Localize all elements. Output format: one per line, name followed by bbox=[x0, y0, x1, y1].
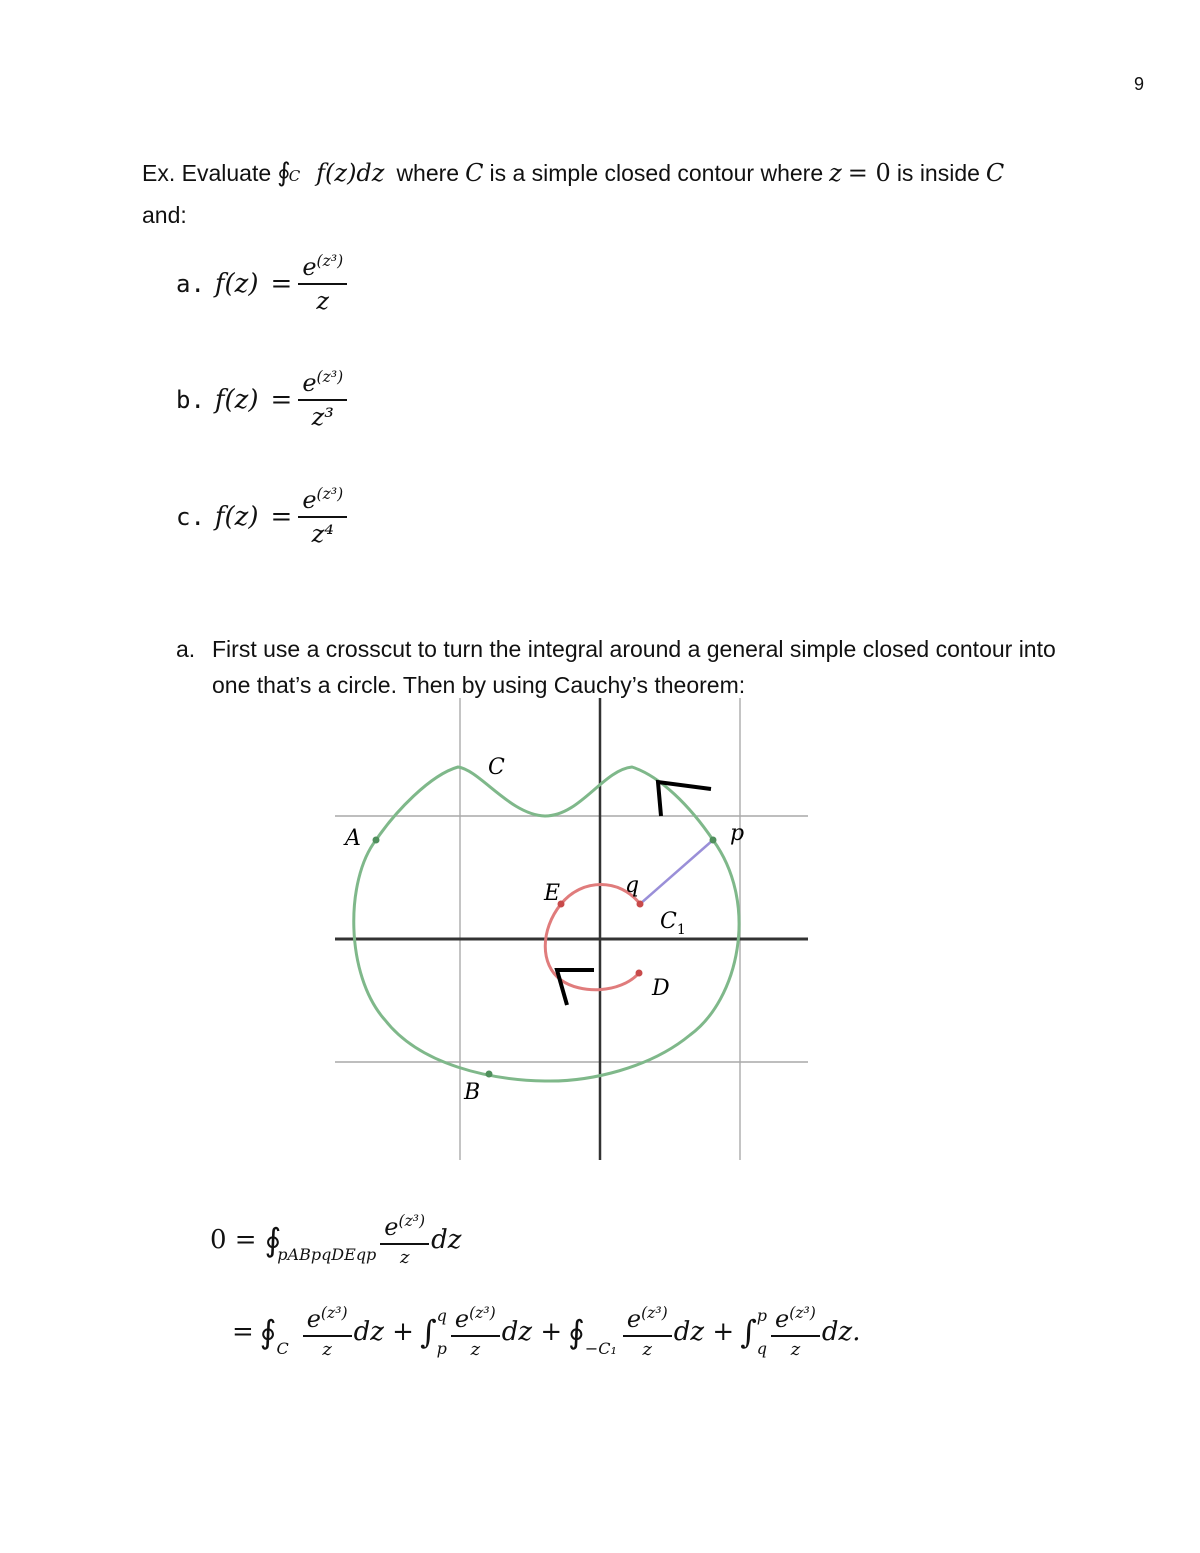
eq2-term2-integral: ∫ bbox=[419, 1313, 437, 1351]
part-b-equals: = bbox=[270, 384, 293, 415]
part-a-denominator: z bbox=[316, 287, 330, 315]
label-c1: $C_1$ bbox=[660, 909, 686, 938]
axes bbox=[335, 698, 808, 1160]
point-p-marker bbox=[710, 837, 717, 844]
contour-integral-symbol: ∮ bbox=[277, 158, 291, 188]
eq1-dz: dz bbox=[431, 1225, 462, 1255]
eq2-term4-fraction: $\frac{e^{(z^3)}}{z}$ bbox=[771, 1304, 820, 1360]
eq2-term3-integral: ∮ bbox=[568, 1313, 585, 1351]
part-c-label: c. bbox=[176, 502, 205, 531]
eq2-term2-limits: q p bbox=[436, 1306, 447, 1358]
part-b-label: b. bbox=[176, 385, 205, 414]
contour-var: C bbox=[465, 159, 484, 187]
equation-1 bbox=[210, 1212, 461, 1268]
eq2-term2-tail: dz + bbox=[501, 1317, 563, 1347]
point-a-marker bbox=[373, 837, 380, 844]
label-b: B bbox=[464, 1080, 481, 1105]
part-b-numerator: $e^{(z^3)}$ bbox=[298, 368, 347, 401]
contour-description: is a simple closed contour where bbox=[489, 160, 824, 186]
eq2-term3-fraction: $\frac{e^{(z^3)}}{z}$ bbox=[623, 1304, 672, 1360]
solution-label: a. bbox=[176, 636, 196, 662]
problem-prefix: Ex. Evaluate bbox=[142, 160, 272, 186]
eq2-term1-fraction: $\frac{e^{(z^3)}}{z}$ bbox=[303, 1304, 352, 1360]
label-c: C bbox=[488, 755, 505, 780]
label-p: p bbox=[730, 821, 745, 846]
part-a-label: a. bbox=[176, 269, 205, 298]
label-e: E bbox=[544, 881, 561, 906]
eq2-term1-integral: ∮ bbox=[259, 1313, 277, 1351]
part-c-lhs: f(z) bbox=[214, 501, 259, 532]
part-a-numerator: $e^{(z^3)}$ bbox=[298, 252, 347, 285]
solution-line-1: First use a crosscut to turn the integral around a general simple closed contour into bbox=[212, 636, 1056, 662]
eq1-numerator: $e^{(z^3)}$ bbox=[380, 1212, 429, 1245]
eq2-equals: = bbox=[232, 1317, 254, 1347]
eq2-term2-fraction: $\frac{e^{(z^3)}}{z}$ bbox=[451, 1304, 500, 1360]
eq2-term4-limits: p q bbox=[756, 1306, 768, 1358]
z-var: z bbox=[829, 159, 842, 187]
point-b-marker bbox=[486, 1071, 493, 1078]
grid-lines bbox=[335, 698, 808, 1160]
eq1-fraction bbox=[380, 1212, 429, 1268]
label-d: D bbox=[652, 976, 670, 1001]
crosscut-line bbox=[640, 840, 713, 904]
part-b-lhs: f(z) bbox=[214, 384, 259, 415]
part-c-denominator: z⁴ bbox=[311, 520, 334, 548]
eq1-denominator: z bbox=[399, 1247, 410, 1268]
part-b-denominator: z³ bbox=[311, 403, 334, 431]
part-a-equals: = bbox=[270, 268, 293, 299]
equation-2 bbox=[232, 1304, 861, 1360]
eq1-integral-symbol: ∮ bbox=[264, 1221, 282, 1259]
eq2-term1-tail: dz + bbox=[353, 1317, 414, 1347]
integral-subscript: C bbox=[288, 167, 301, 185]
and-text: and: bbox=[142, 202, 187, 228]
eq2-term3-tail: dz + bbox=[673, 1317, 735, 1347]
eq2-term4-integral: ∫ bbox=[740, 1313, 757, 1351]
part-c-numerator: $e^{(z^3)}$ bbox=[298, 485, 347, 518]
part-a-lhs: f(z) bbox=[214, 268, 259, 299]
eq2-term4-tail: dz. bbox=[821, 1317, 861, 1347]
integrand: f(z)dz bbox=[316, 159, 385, 187]
label-a: A bbox=[345, 826, 361, 851]
eq2-term1-sub: C bbox=[276, 1339, 289, 1358]
eq1-subscript: pABpqDEqp bbox=[277, 1245, 377, 1264]
where-text: where bbox=[396, 160, 460, 186]
point-q-marker bbox=[637, 901, 644, 908]
eq1-lhs: 0 = bbox=[210, 1225, 257, 1255]
part-c-equals: = bbox=[270, 501, 293, 532]
page-number: 9 bbox=[1134, 74, 1145, 94]
label-q: q bbox=[625, 873, 640, 898]
contour-var-2: C bbox=[985, 159, 1005, 187]
equals-zero: = 0 bbox=[847, 159, 891, 187]
inside-text: is inside bbox=[896, 160, 980, 186]
eq2-term3-sub: −C₁ bbox=[584, 1339, 617, 1358]
solution-line-2: one that’s a circle. Then by using Cauchy’s theorem: bbox=[212, 672, 746, 698]
point-d-marker bbox=[636, 970, 643, 977]
